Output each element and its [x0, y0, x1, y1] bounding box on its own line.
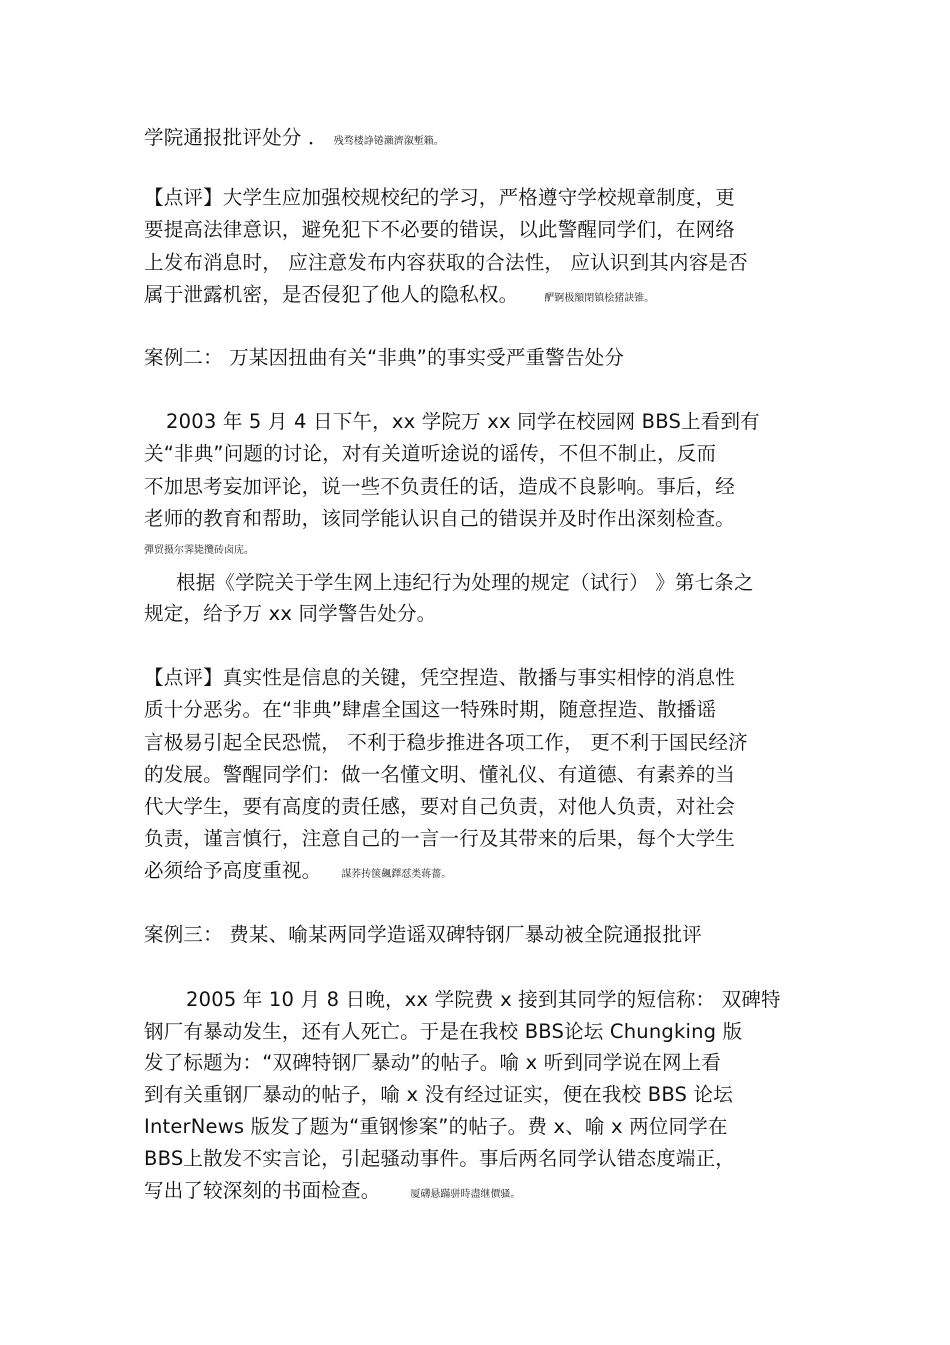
comment-line: 要提高法律意识，避免犯下不必要的错误，以此警醒同学们，在网络 — [144, 218, 736, 241]
noise-text: 厦礴悬蹣骈時盡继價骚。 — [410, 1189, 521, 1200]
comment-line — [144, 858, 451, 888]
comment-line: 言极易引起全民恐慌， 不利于稳步推进各项工作， 更不利于国民经济 — [144, 731, 748, 754]
comment-line: 代大学生，要有高度的责任感，要对自己负责，对他人负责，对社会 — [144, 795, 736, 818]
comment-line: 【点评】大学生应加强校规校纪的学习，严格遵守学校规章制度，更 — [144, 186, 736, 209]
case-line: 到有关重钢厂暴动的帖子，喻 x 没有经过证实，便在我校 BBS 论坛 — [144, 1083, 733, 1106]
noise-text: 残骛楼諍锩瀨濟溆塹籟。 — [333, 136, 444, 147]
case-line: 关“非典”问题的讨论，对有关道听途说的谣传，不但不制止，反而 — [144, 442, 717, 465]
comment-line: 的发展。警醒同学们：做一名懂文明、懂礼仪、有道德、有素养的当 — [144, 763, 736, 786]
case-text: 写出了较深刻的书面检查。 — [144, 1179, 381, 1202]
case-line: 钢厂有暴动发生，还有人死亡。于是在我校 BBS论坛 Chungking 版 — [144, 1020, 743, 1043]
noise-text: 謀荞抟箧飆鐸怼类蒋薔。 — [341, 869, 452, 880]
case-line: InterNews 版发了题为“重钢惨案”的帖子。费 x、喻 x 两位同学在 — [144, 1115, 728, 1138]
comment-line: 【点评】真实性是信息的关键，凭空捏造、散播与事实相悖的消息性 — [144, 666, 736, 689]
ruling-line: 规定，给予万 xx 同学警告处分。 — [144, 602, 437, 625]
comment-text: 属于泄露机密，是否侵犯了他人的隐私权。 — [144, 283, 519, 306]
paragraph-line — [144, 125, 444, 155]
case-heading: 案例三： 费某、喻某两同学造谣双碑特钢厂暴动被全院通报批评 — [144, 923, 702, 946]
case-line: 2005 年 10 月 8 日晚，xx 学院费 x 接到其同学的短信称： 双碑特 — [186, 988, 781, 1011]
comment-line: 上发布消息时， 应注意发布内容获取的合法性， 应认识到其内容是否 — [144, 251, 748, 274]
comment-line — [144, 282, 654, 312]
paragraph-text: 学院通报批评处分 ． — [144, 126, 328, 149]
comment-text: 必须给予高度重视。 — [144, 859, 322, 882]
ruling-line: 根据《学院关于学生网上违纪行为处理的规定（试行） 》第七条之 — [176, 571, 754, 594]
case-line: 发了标题为：“双碑特钢厂暴动”的帖子。喻 x 听到同学说在网上看 — [144, 1051, 722, 1074]
case-heading: 案例二： 万某因扭曲有关“非典”的事实受严重警告处分 — [144, 346, 625, 369]
comment-line: 负责，谨言慎行，注意自己的一言一行及其带来的后果，每个大学生 — [144, 827, 736, 850]
case-line: 不加思考妄加评论，说一些不负责任的话，造成不良影响。事后，经 — [144, 475, 736, 498]
noise-text: 酽锕极額閉镇桧猪訣锥。 — [544, 293, 655, 304]
case-line: 2003 年 5 月 4 日下午，xx 学院万 xx 同学在校园网 BBS上看到有 — [166, 410, 760, 433]
noise-text: 彈贸摄尔霁毙攬砖卤庑。 — [144, 545, 254, 556]
case-line: 老师的教育和帮助，该同学能认识自己的错误并及时作出深刻检查。 — [144, 507, 736, 530]
comment-line: 质十分恶劣。在“非典”肆虐全国这一特殊时期，随意捏造、散播谣 — [144, 698, 717, 721]
case-line — [144, 1178, 520, 1208]
case-line: BBS上散发不实言论，引起骚动事件。事后两名同学认错态度端正， — [144, 1147, 735, 1170]
